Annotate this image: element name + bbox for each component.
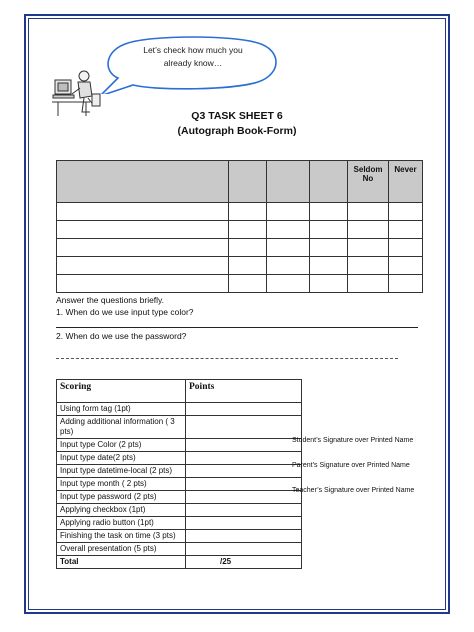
table-row [57,530,302,543]
criterion-cell: Input type date(2 pts) [57,452,186,465]
header-cell [310,161,348,203]
total-value: /25 [186,556,302,569]
table-row [57,403,302,416]
table-row [57,491,302,504]
frequency-table-header [57,161,423,203]
speech-bubble-line1: Let’s check how much you [143,45,243,55]
criterion-cell: Input type month ( 2 pts) [57,478,186,491]
header-cell-never: Never [389,161,423,203]
header-cell [267,161,310,203]
points-cell [186,530,302,543]
criterion-cell: Using form tag (1pt) [57,403,186,416]
frequency-table [56,160,423,293]
question-1: 1. When do we use input type color? [56,307,194,317]
points-cell [186,403,302,416]
instruction-text: Answer the questions briefly. [56,295,165,305]
table-row [57,478,302,491]
criterion-cell: Applying radio button (1pt) [57,517,186,530]
points-cell [186,439,302,452]
header-cell [57,161,229,203]
points-cell [186,491,302,504]
teacher-signature-label: Teacher’s Signature over Printed Name [292,487,415,494]
answer-line-2 [56,358,398,359]
criterion-cell: Input type Color (2 pts) [57,439,186,452]
total-row [57,556,302,569]
criterion-cell: Finishing the task on time (3 pts) [57,530,186,543]
points-cell [186,478,302,491]
header-cell [229,161,267,203]
table-row [57,543,302,556]
table-row [57,257,423,275]
criterion-cell: Input type datetime-local (2 pts) [57,465,186,478]
criterion-cell: Overall presentation (5 pts) [57,543,186,556]
answer-line-1 [56,327,418,328]
speech-bubble-text [118,44,268,70]
page-title: Q3 TASK SHEET 6 [191,110,283,122]
total-label: Total [57,556,186,569]
points-header: Points [186,380,302,403]
table-row [57,416,302,439]
scoring-table-header [57,380,302,403]
table-row [57,203,423,221]
criterion-cell: Adding additional information ( 3 pts) [57,416,186,439]
speech-bubble-line2: already know… [163,58,223,68]
table-row [57,452,302,465]
page-subtitle: (Autograph Book-Form) [177,125,297,137]
header-cell-seldom: Seldom No [348,161,389,203]
points-cell [186,452,302,465]
points-cell [186,465,302,478]
table-row [57,504,302,517]
points-cell [186,517,302,530]
points-cell [186,416,302,439]
table-row [57,439,302,452]
student-signature-label: Student’s Signature over Printed Name [292,437,414,444]
table-row [57,517,302,530]
parent-signature-label: Parent’s Signature over Printed Name [292,462,410,469]
table-row [57,275,423,293]
criterion-cell: Applying checkbox (1pt) [57,504,186,517]
scoring-header: Scoring [57,380,186,403]
question-2: 2. When do we use the password? [56,331,187,341]
table-row [57,239,423,257]
table-row [57,221,423,239]
points-cell [186,543,302,556]
points-cell [186,504,302,517]
table-row [57,465,302,478]
criterion-cell: Input type password (2 pts) [57,491,186,504]
scoring-table [56,379,302,569]
